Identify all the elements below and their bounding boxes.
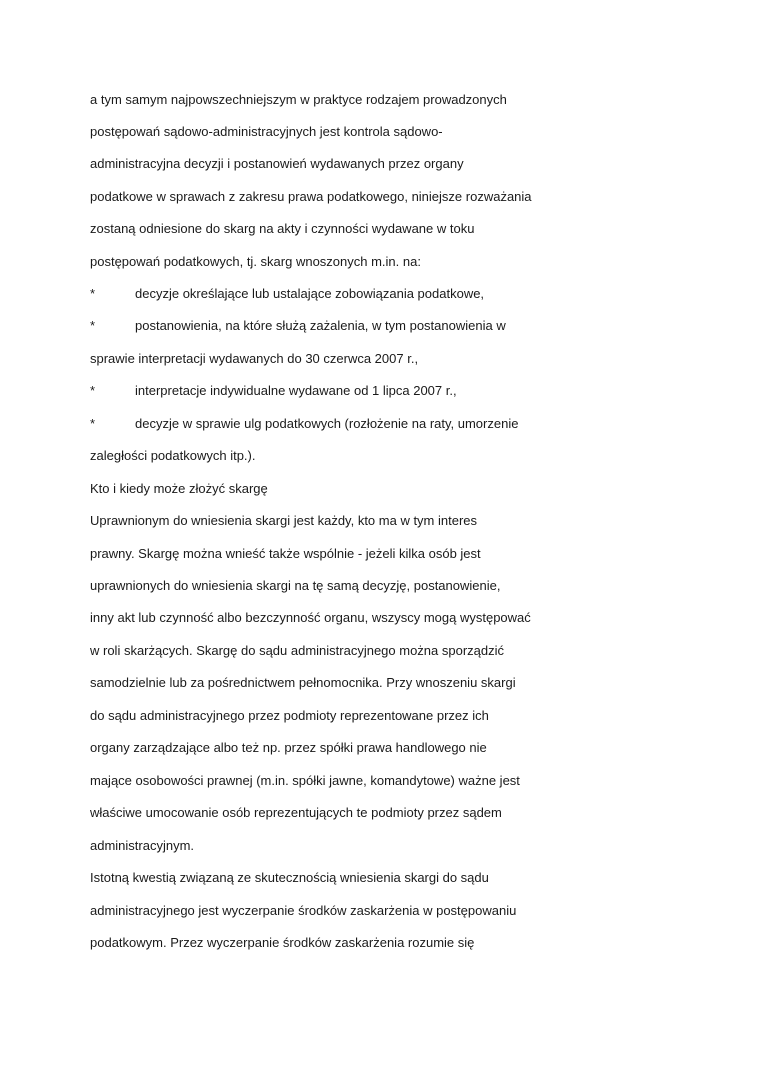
bullet-marker: * [90,416,96,431]
bullet-item-text: decyzje w sprawie ulg podatkowych (rozłożenie na raty, umorzenie [135,416,519,431]
paragraph-line: samodzielnie lub za pośrednictwem pełnomocnika. Przy wnoszeniu skargi [90,675,516,690]
bullet-item-text: decyzje określające lub ustalające zobowiązania podatkowe, [135,286,485,301]
paragraph-line: inny akt lub czynność albo bezczynność organu, wszyscy mogą występować [90,610,531,625]
paragraph-line: uprawnionych do wniesienia skargi na tę samą decyzję, postanowienie, [90,578,501,593]
bullet-item-text: postanowienia, na które służą zażalenia, w tym postanowienia w [135,318,506,333]
bullet-marker: * [90,286,96,301]
paragraph-line: organy zarządzające albo też np. przez spółki prawa handlowego nie [90,740,487,755]
paragraph-line: a tym samym najpowszechniejszym w praktyce rodzajem prowadzonych [90,92,507,107]
paragraph-line: prawny. Skargę można wnieść także wspólnie - jeżeli kilka osób jest [90,546,481,561]
paragraph-line: administracyjnego jest wyczerpanie środków zaskarżenia w postępowaniu [90,903,517,918]
paragraph-line: administracyjna decyzji i postanowień wydawanych przez organy [90,156,464,171]
bullet-item-continuation: sprawie interpretacji wydawanych do 30 czerwca 2007 r., [90,351,419,366]
bullet-marker: * [90,318,96,333]
paragraph-line: w roli skarżących. Skargę do sądu administracyjnego można sporządzić [90,643,505,658]
paragraph-line: administracyjnym. [90,838,195,853]
paragraph-line: Uprawnionym do wniesienia skargi jest każdy, kto ma w tym interes [90,513,478,528]
paragraph-line: postępowań sądowo-administracyjnych jest kontrola sądowo- [90,124,443,139]
bullet-item-continuation: zaległości podatkowych itp.). [90,448,256,463]
paragraph-line: właściwe umocowanie osób reprezentujących te podmioty przez sądem [90,805,502,820]
paragraph-line: Istotną kwestią związaną ze skutecznością wniesienia skargi do sądu [90,870,489,885]
bullet-marker: * [90,383,96,398]
paragraph-line: zostaną odniesione do skarg na akty i czynności wydawane w toku [90,221,475,236]
paragraph-line: do sądu administracyjnego przez podmioty reprezentowane przez ich [90,708,489,723]
paragraph-line: podatkowe w sprawach z zakresu prawa podatkowego, niniejsze rozważania [90,189,532,204]
paragraph-line: podatkowym. Przez wyczerpanie środków zaskarżenia rozumie się [90,935,475,950]
paragraph-line: postępowań podatkowych, tj. skarg wnoszonych m.in. na: [90,254,421,269]
paragraph-line: mające osobowości prawnej (m.in. spółki jawne, komandytowe) ważne jest [90,773,520,788]
bullet-item-text: interpretacje indywidualne wydawane od 1 lipca 2007 r., [135,383,457,398]
section-heading: Kto i kiedy może złożyć skargę [90,481,268,496]
